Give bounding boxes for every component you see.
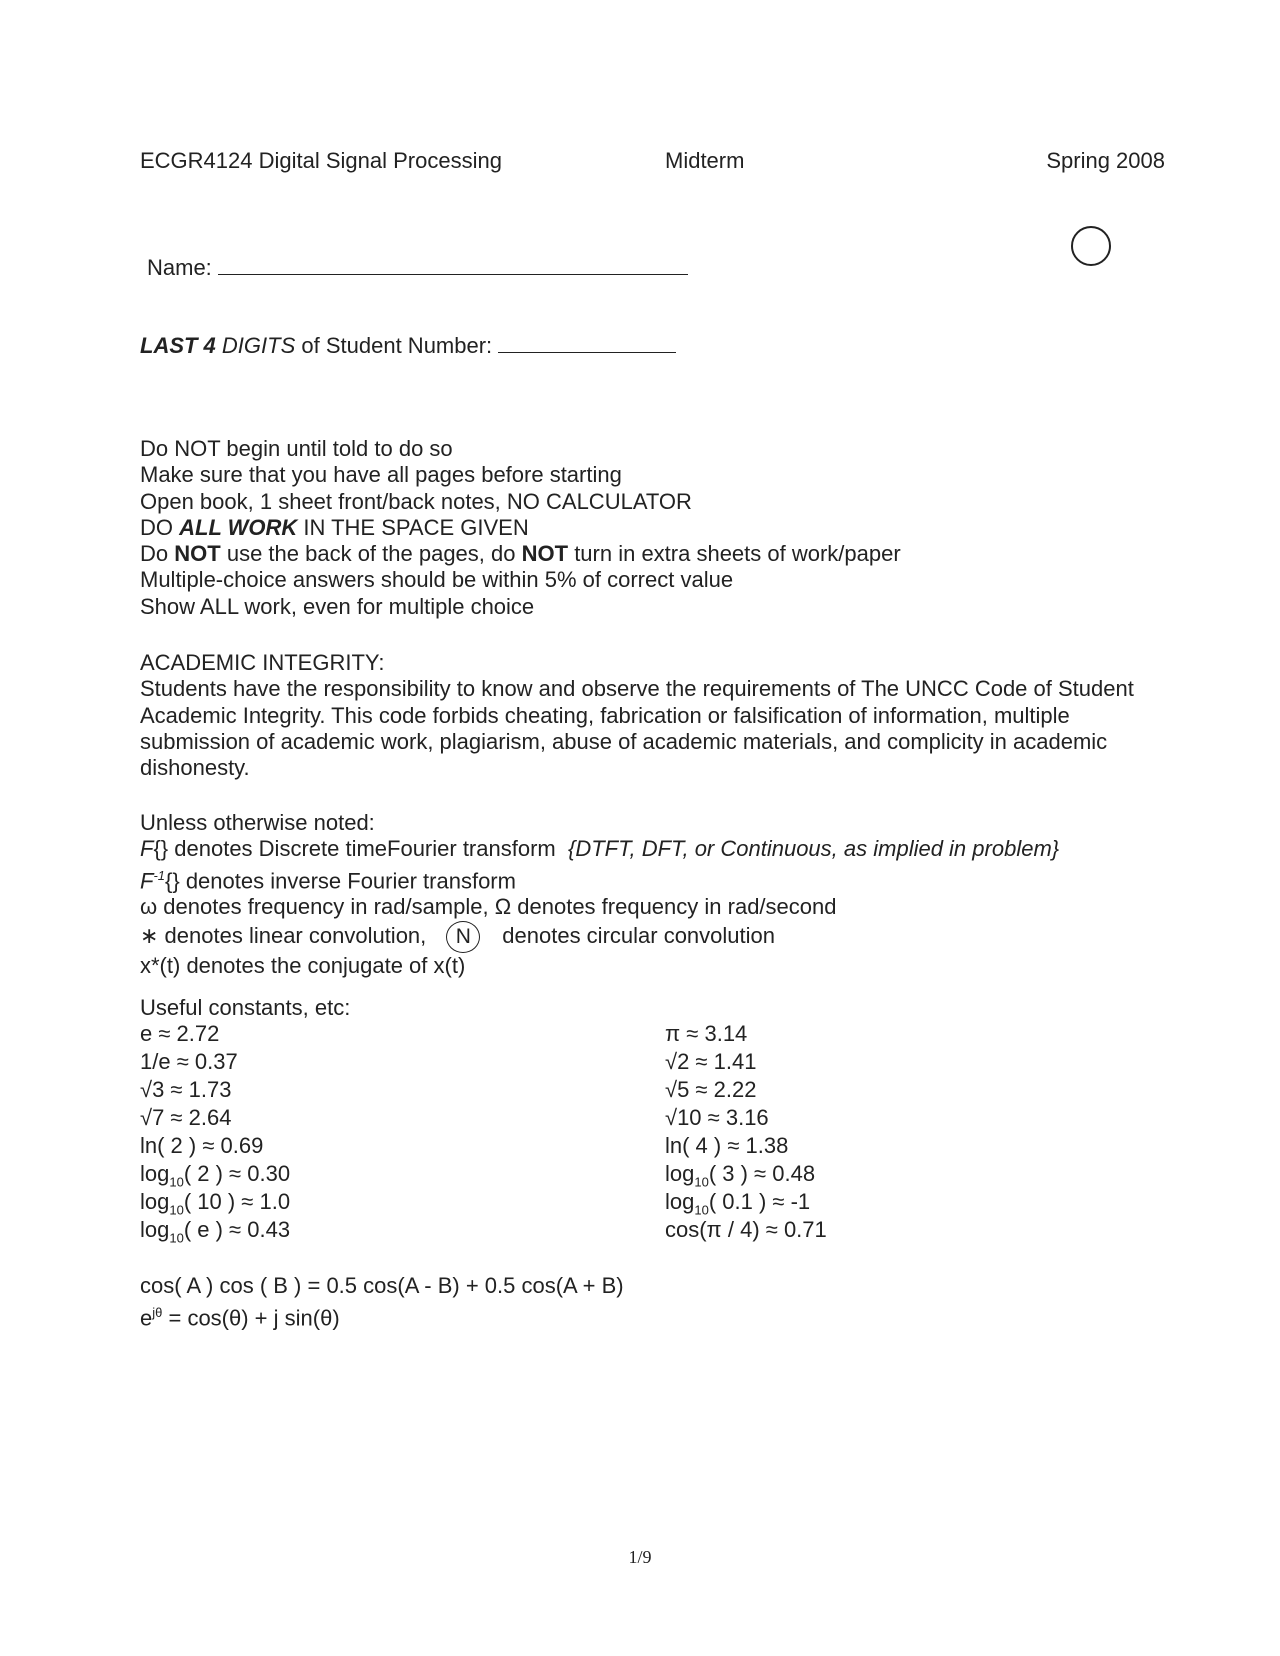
constant-text: π ≈ 3.14	[665, 1021, 748, 1046]
constant-item	[665, 1132, 827, 1160]
instruction-line: Do NOT begin until told to do so	[140, 436, 453, 461]
name-label: Name:	[147, 255, 212, 280]
instruction-line: Show ALL work, even for multiple choice	[140, 593, 535, 619]
constant-item	[140, 1160, 290, 1188]
notation-note: {DTFT, DFT, or Continuous, as implied in problem}	[567, 836, 1060, 862]
instruction-line	[140, 515, 901, 541]
constant-text: log	[140, 1161, 170, 1186]
student-number-label: of Student Number:	[301, 333, 493, 358]
exam-type: Midterm	[665, 148, 745, 173]
constant-text: e ≈ 2.72	[140, 1021, 220, 1046]
instructions-block	[140, 436, 901, 620]
constant-subscript: 10	[169, 1174, 184, 1190]
notation-text: {} denotes Discrete timeFourier transform	[153, 836, 556, 862]
euler-base: e	[140, 1305, 153, 1331]
notation-line-convolution	[140, 921, 1059, 953]
constant-text: 1/e ≈ 0.37	[140, 1049, 238, 1074]
constant-text: ln( 4 ) ≈ 1.38	[665, 1133, 789, 1158]
constant-item	[665, 1104, 827, 1132]
constant-subscript: 10	[694, 1202, 709, 1218]
circle-mark-icon	[1071, 226, 1111, 266]
constant-text: ( 10 ) ≈ 1.0	[183, 1189, 291, 1214]
constant-item	[665, 1076, 827, 1104]
student-number-bold: LAST 4	[140, 333, 216, 358]
notation-line-conjugate: x*(t) denotes the conjugate of x(t)	[140, 952, 466, 978]
constant-text: log	[665, 1189, 695, 1214]
constant-item	[665, 1188, 827, 1216]
instruction-line	[140, 541, 901, 567]
course-title: ECGR4124 Digital Signal Processing	[140, 148, 502, 173]
constant-text: ( 2 ) ≈ 0.30	[183, 1161, 291, 1186]
constants-left-column	[140, 1020, 290, 1244]
notation-text: ∗ denotes linear convolution,	[140, 922, 427, 948]
euler-exponent: jθ	[152, 1305, 163, 1320]
circular-convolution-icon: N	[446, 921, 480, 953]
instruction-text: IN THE SPACE GIVEN	[303, 514, 529, 540]
instruction-emphasis: ALL WORK	[179, 514, 298, 540]
instruction-line: Open book, 1 sheet front/back notes, NO CALCULATOR	[140, 488, 692, 514]
constant-item	[140, 1048, 290, 1076]
constant-item	[665, 1216, 827, 1244]
academic-integrity-section	[140, 650, 1180, 781]
constant-item	[140, 1216, 290, 1244]
constant-text: ( e ) ≈ 0.43	[183, 1217, 291, 1242]
constant-subscript: 10	[169, 1230, 184, 1246]
inverse-fourier-symbol: F	[140, 867, 154, 893]
constant-item	[140, 1132, 290, 1160]
instruction-line: Make sure that you have all pages before starting	[140, 462, 622, 488]
constant-subscript: 10	[169, 1202, 184, 1218]
constant-text: ( 3 ) ≈ 0.48	[708, 1161, 816, 1186]
instruction-text: use the back of the pages, do	[226, 541, 516, 567]
page-number: 1/9	[628, 1547, 652, 1567]
constants-title: Useful constants, etc:	[140, 995, 351, 1020]
student-number-italic: DIGITS	[221, 333, 296, 358]
constant-item	[140, 1188, 290, 1216]
notation-text: denotes circular convolution	[502, 922, 775, 948]
inverse-superscript: -1	[153, 867, 166, 883]
euler-rest: = cos(θ) + j sin(θ)	[162, 1305, 340, 1331]
constant-subscript: 10	[694, 1174, 709, 1190]
instruction-line: Multiple-choice answers should be within 5% of correct value	[140, 567, 734, 593]
instruction-emphasis: NOT	[521, 541, 569, 567]
constant-text: log	[665, 1161, 695, 1186]
constant-text: √5 ≈ 2.22	[665, 1077, 757, 1102]
constant-text: √3 ≈ 1.73	[140, 1077, 232, 1102]
instruction-text: turn in extra sheets of work/paper	[574, 541, 901, 567]
constants-right-column	[665, 1020, 827, 1244]
constant-text: cos(π / 4) ≈ 0.71	[665, 1217, 827, 1242]
constant-text: √10 ≈ 3.16	[665, 1105, 769, 1130]
notation-line-inverse	[140, 863, 1059, 895]
constant-item	[140, 1104, 290, 1132]
notation-text: {} denotes inverse Fourier transform	[165, 867, 516, 893]
constant-item	[665, 1020, 827, 1048]
notation-title: Unless otherwise noted:	[140, 810, 375, 835]
constant-item	[140, 1020, 290, 1048]
fourier-symbol: F	[140, 836, 154, 862]
instruction-text: Do	[140, 541, 169, 567]
constant-text: log	[140, 1189, 170, 1214]
formulas-section	[140, 1272, 624, 1331]
notation-line-fourier	[140, 836, 1059, 862]
constant-text: ln( 2 ) ≈ 0.69	[140, 1133, 264, 1158]
constant-item	[140, 1076, 290, 1104]
constant-text: √7 ≈ 2.64	[140, 1105, 232, 1130]
student-number-row	[140, 333, 676, 359]
notation-line-omega: ω denotes frequency in rad/sample, Ω denotes frequency in rad/second	[140, 894, 837, 920]
integrity-body: Students have the responsibility to know and observe the requirements of The UNCC Code of Student Academic Integrity. This code forbids cheating, fabrication or falsification of information, multiple submission of academic work, plagiarism, abuse of academic materials, and complicity in academic dishonesty.	[140, 676, 1134, 781]
exam-term: Spring 2008	[1046, 148, 1165, 173]
constant-item	[665, 1048, 827, 1076]
integrity-title: ACADEMIC INTEGRITY:	[140, 650, 385, 675]
constant-text: √2 ≈ 1.41	[665, 1049, 757, 1074]
student-number-blank-field[interactable]	[498, 334, 676, 353]
instruction-emphasis: NOT	[174, 541, 221, 567]
name-row	[147, 255, 688, 281]
notation-section	[140, 810, 1059, 979]
formula-euler	[140, 1299, 624, 1331]
formula-product-to-sum: cos( A ) cos ( B ) = 0.5 cos(A - B) + 0.5 cos(A + B)	[140, 1273, 624, 1298]
constant-text: log	[140, 1217, 170, 1242]
instruction-text: DO	[140, 514, 173, 540]
constant-item	[665, 1160, 827, 1188]
name-blank-field[interactable]	[218, 256, 688, 275]
constant-text: ( 0.1 ) ≈ -1	[708, 1189, 811, 1214]
